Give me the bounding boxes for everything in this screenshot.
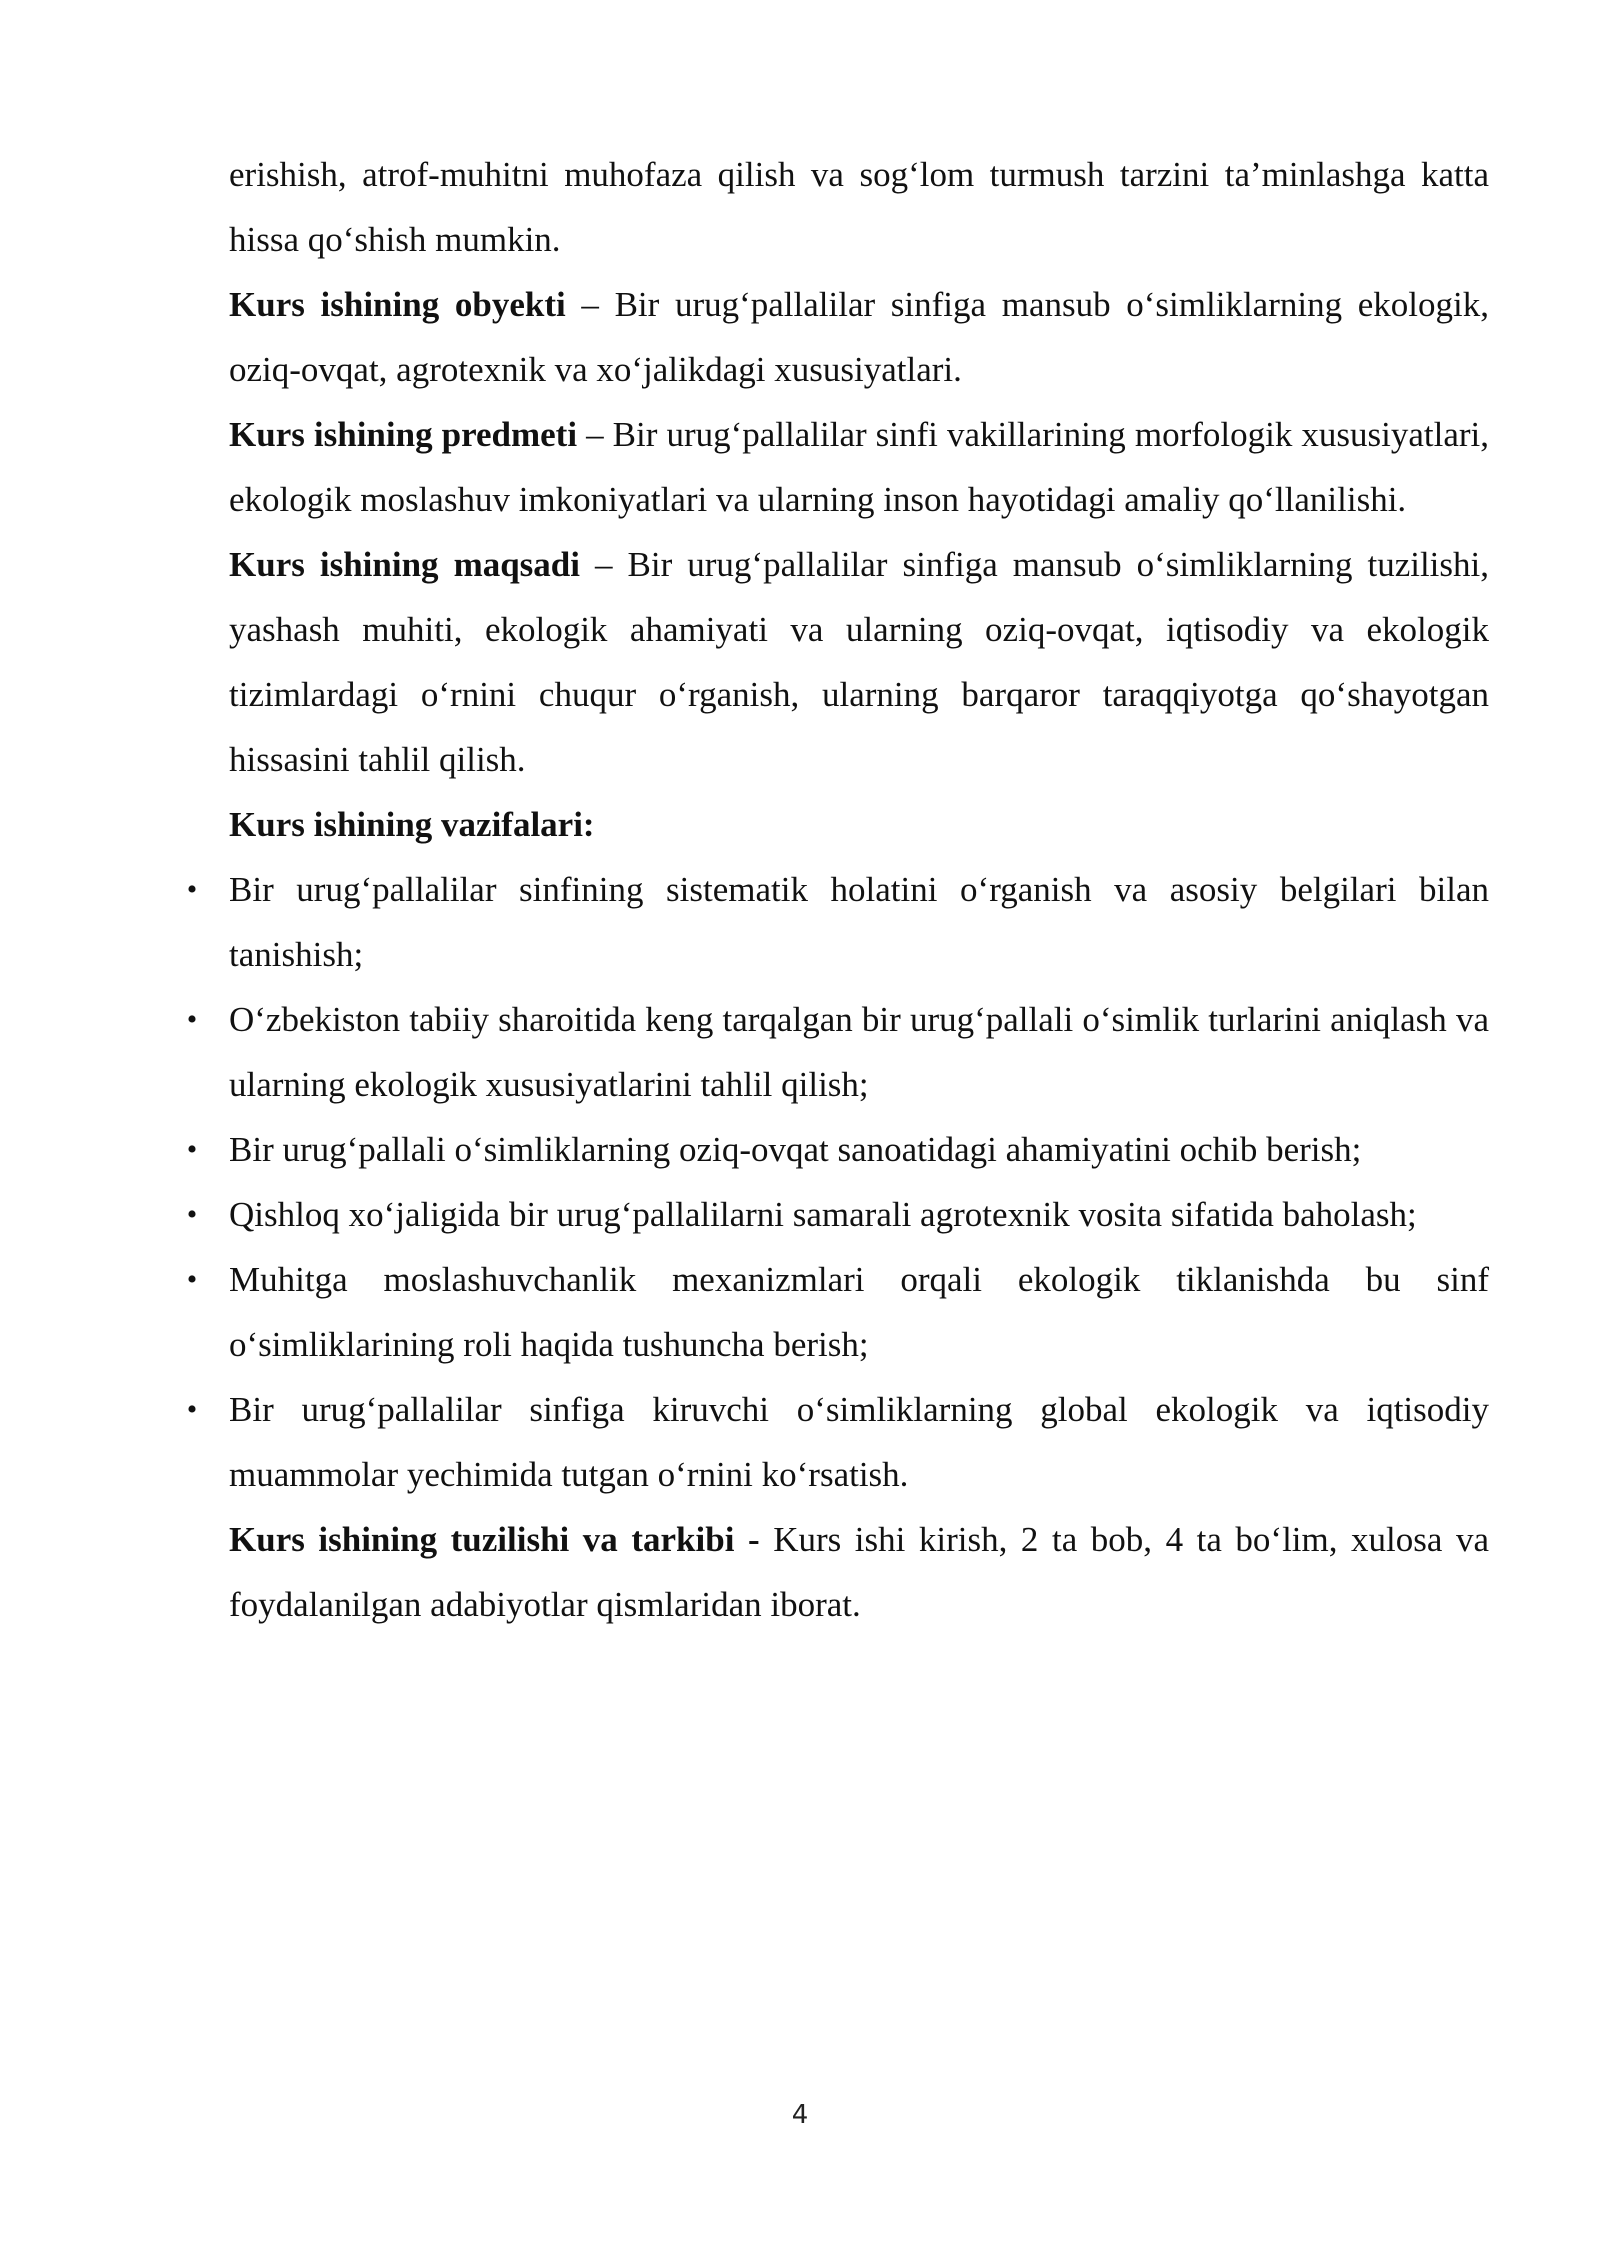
goal-text: Bir urug‘pallalilar sinfiga mansub o‘simliklarning tuzilishi, yashash muhiti, ekologik ahamiyati va ularning oziq-ovqat, iqtisodiy va ekologik tizimlardagi o‘rnini chuqur o‘rganish, ularning barqaror taraqqiyotga qo‘shayotgan hissasini tahlil qilish. <box>229 545 1489 779</box>
structure-heading: Kurs ishining tuzilishi va tarkibi <box>229 1520 735 1559</box>
object-separator: – <box>565 285 615 324</box>
bullet-icon: • <box>186 1263 198 1296</box>
bullet-icon: • <box>186 1198 198 1231</box>
goal-separator: – <box>580 545 628 584</box>
bullet-icon: • <box>186 1003 198 1036</box>
object-heading: Kurs ishining obyekti <box>229 285 566 324</box>
bullet-icon: • <box>186 1133 198 1166</box>
structure-paragraph <box>229 1507 1489 1637</box>
bullet-icon: • <box>186 873 198 906</box>
tasks-heading: Kurs ishining vazifalari: <box>229 805 595 844</box>
subject-paragraph <box>229 402 1489 532</box>
task-text: Bir urug‘pallali o‘simliklarning oziq-ovqat sanoatidagi ahamiyatini ochib berish; <box>229 1130 1362 1169</box>
task-text: Muhitga moslashuvchanlik mexanizmlari orqali ekologik tiklanishda bu sinf o‘simliklarining roli haqida tushuncha berish; <box>229 1260 1489 1364</box>
task-text: Qishloq xo‘jaligida bir urug‘pallalilarni samarali agrotexnik vosita sifatida baholash; <box>229 1195 1417 1234</box>
page-number: 4 <box>791 2100 809 2130</box>
task-item <box>186 1377 1489 1507</box>
goal-paragraph <box>229 532 1489 792</box>
task-item <box>186 1247 1489 1377</box>
task-item <box>186 987 1489 1117</box>
structure-separator: - <box>734 1520 774 1559</box>
subject-text: Bir urug‘pallalilar sinfi vakillarining morfologik xususiyatlari, ekologik moslashuv imkoniyatlari va ularning inson hayotidagi amaliy qo‘llanilishi. <box>229 415 1489 519</box>
subject-separator: – <box>577 415 613 454</box>
goal-heading: Kurs ishining maqsadi <box>229 545 580 584</box>
object-text: Bir urug‘pallalilar sinfiga mansub o‘simliklarning ekologik, oziq-ovqat, agrotexnik va xo‘jalikdagi xususiyatlari. <box>229 285 1489 389</box>
task-text: Bir urug‘pallalilar sinfining sistematik holatini o‘rganish va asosiy belgilari bilan tanishish; <box>229 870 1489 974</box>
task-text: Bir urug‘pallalilar sinfiga kiruvchi o‘simliklarning global ekologik va iqtisodiy muammolar yechimida tutgan o‘rnini ko‘rsatish. <box>229 1390 1489 1494</box>
tasks-list <box>186 857 1489 1507</box>
subject-heading: Kurs ishining predmeti <box>229 415 578 454</box>
task-item <box>186 1117 1489 1182</box>
document-body <box>186 142 1490 1637</box>
task-text: O‘zbekiston tabiiy sharoitida keng tarqalgan bir urug‘pallali o‘simlik turlarini aniqlash va ularning ekologik xususiyatlarini tahlil qilish; <box>229 1000 1489 1104</box>
structure-text: Kurs ishi kirish, 2 ta bob, 4 ta bo‘lim, xulosa va foydalanilgan adabiyotlar qismlaridan iborat. <box>229 1520 1490 1624</box>
task-item <box>186 1182 1489 1247</box>
task-item <box>186 857 1489 987</box>
object-paragraph <box>229 272 1489 402</box>
bullet-icon: • <box>186 1393 198 1426</box>
intro-paragraph: erishish, atrof-muhitni muhofaza qilish va sog‘lom turmush tarzini ta’minlashga katta hissa qo‘shish mumkin. <box>229 155 1489 259</box>
